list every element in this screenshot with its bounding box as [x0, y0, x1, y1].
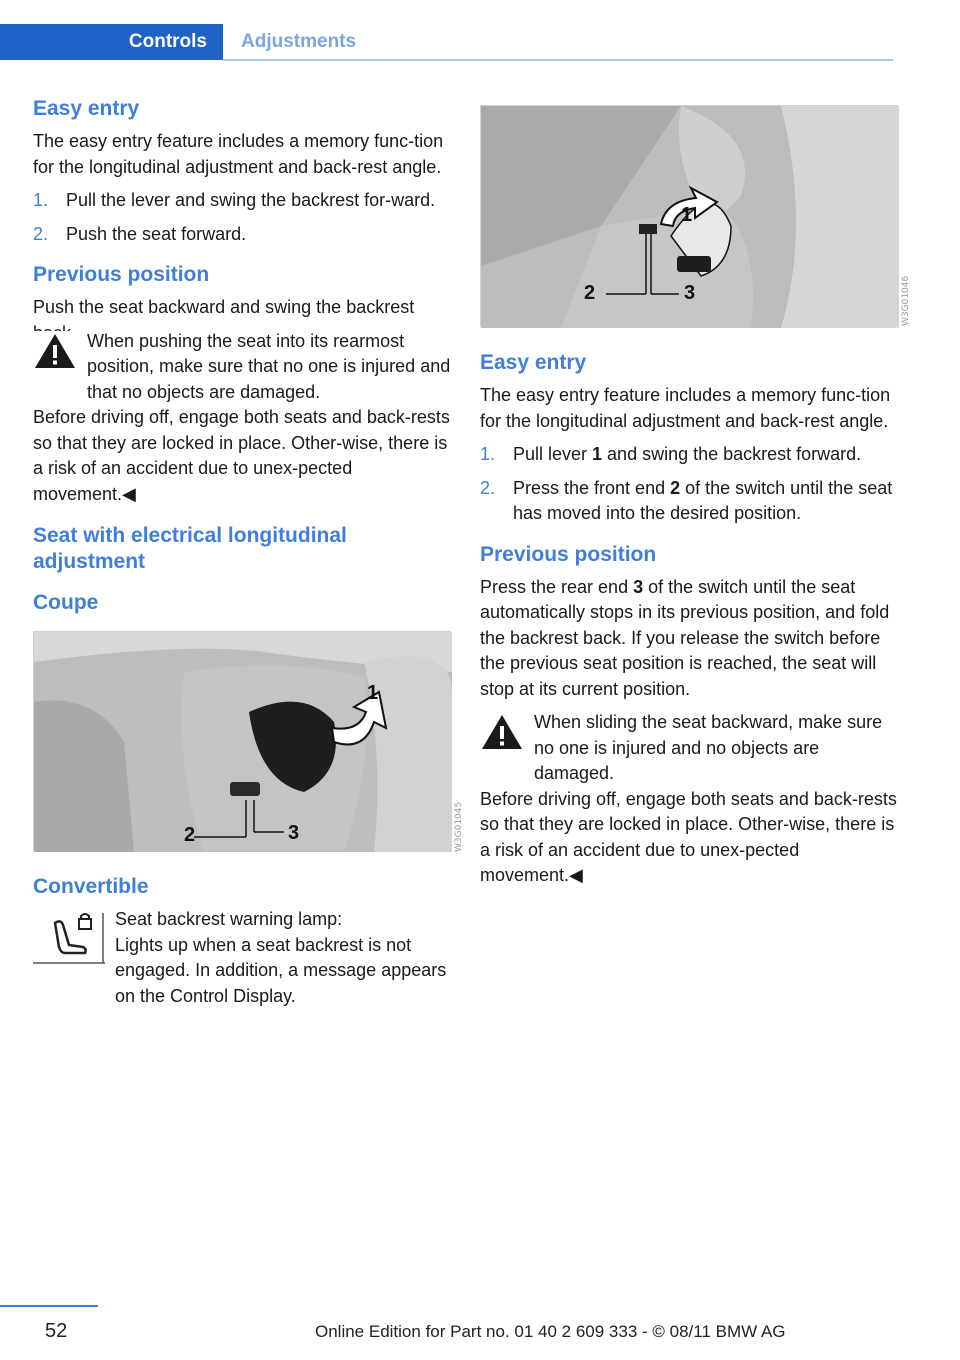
figure-label-3: 3 — [288, 822, 300, 844]
chapter-header — [0, 24, 893, 60]
figure-label-2: 2 — [584, 282, 596, 304]
lamp-line-2: Lights up when a seat backrest is not engaged. In addition, a message appears on the Control Display. — [115, 934, 447, 1006]
tab-controls-label: Controls — [128, 31, 207, 52]
convertible-seat-switch-figure — [480, 105, 911, 327]
easy-entry-text: The easy entry feature includes a memory func-tion for the longitudinal adjustment and back-rest angle. — [480, 385, 891, 431]
lamp-line-1: Seat backrest warning lamp: — [115, 909, 343, 929]
coupe-heading: Coupe — [33, 591, 99, 614]
header-rule — [223, 59, 893, 61]
end-mark-icon: ◀ — [569, 865, 583, 885]
figure-label-1: 1 — [681, 204, 693, 226]
coupe-seat-switch-figure — [33, 631, 464, 852]
step-number: 1. — [33, 190, 49, 210]
convertible-heading: Convertible — [33, 875, 149, 898]
warning-triangle-icon — [480, 712, 524, 752]
previous-position-heading: Previous position — [33, 263, 210, 286]
figure-code: W3G01045 — [454, 801, 464, 852]
electrical-adjustment-heading: Seat with electrical longitudinal adjustment — [33, 524, 347, 573]
warning-triangle-icon — [33, 331, 77, 371]
list-item — [33, 222, 451, 248]
backrest-warning-lamp-note — [33, 907, 451, 1009]
warning-note — [33, 329, 451, 508]
step-text: Pull the lever and swing the backrest for-ward. — [66, 190, 436, 210]
warning-text-2: Before driving off, engage both seats and back-rests so that they are locked in place. Other-wise, there is a risk of an accident due to unex-pected movement. — [33, 407, 450, 504]
page-number: 52 — [45, 1320, 68, 1342]
tab-adjustments[interactable]: Adjustments — [241, 31, 357, 52]
figure-label-3: 3 — [684, 282, 696, 304]
edition-footer: Online Edition for Part no. 01 40 2 609 333 - © 08/11 BMW AG — [315, 1322, 786, 1341]
seat-backrest-lamp-icon — [33, 911, 105, 965]
right-column — [480, 105, 911, 895]
previous-position-heading: Previous position — [480, 542, 657, 566]
warning-note — [480, 710, 898, 889]
warning-text-2: Before driving off, engage both seats and back-rests so that they are locked in place. Other-wise, there is a risk of an accident due to unex-pected movement. — [480, 788, 897, 885]
easy-entry-steps — [480, 442, 898, 527]
seat-switch-illustration — [34, 632, 452, 852]
left-column — [33, 95, 464, 1009]
step-number: 2. — [33, 223, 49, 244]
end-mark-icon: ◀ — [122, 483, 136, 504]
warning-text: When pushing the seat into its rearmost position, make sure that no one is injured and that no objects are damaged. — [87, 330, 451, 402]
easy-entry-heading: Easy entry — [33, 97, 140, 120]
easy-entry-steps — [33, 188, 451, 247]
step-text: Push the seat forward. — [66, 223, 247, 244]
step-number: 2. — [480, 477, 496, 498]
list-item: 1. Pull lever 1 and swing the backrest forward. — [480, 442, 898, 468]
list-item — [33, 188, 451, 214]
list-item: 2. Press the front end 2 of the switch until the seat has moved into the desired position. — [480, 477, 893, 523]
easy-entry-text: The easy entry feature includes a memory func-tion for the longitudinal adjustment and back-rest angle. — [33, 131, 444, 177]
step-number: 1. — [480, 444, 496, 464]
footer-rule — [0, 1305, 98, 1307]
previous-position-text: Press the rear end 3 of the switch until the seat automatically stops in its previous position, and fold the backrest back. If you release the switch before the previous seat position is reached, the seat will stop at its current position. — [480, 576, 890, 699]
figure-label-1: 1 — [367, 682, 379, 704]
figure-label-2: 2 — [184, 824, 196, 846]
easy-entry-heading: Easy entry — [480, 351, 587, 374]
tab-controls[interactable] — [0, 24, 223, 60]
warning-text: When sliding the seat backward, make sure no one is injured and no objects are damaged. — [534, 712, 883, 783]
previous-position-text: Push the seat backward and swing the backrest — [33, 297, 415, 317]
figure-code: W3G01046 — [901, 275, 911, 326]
